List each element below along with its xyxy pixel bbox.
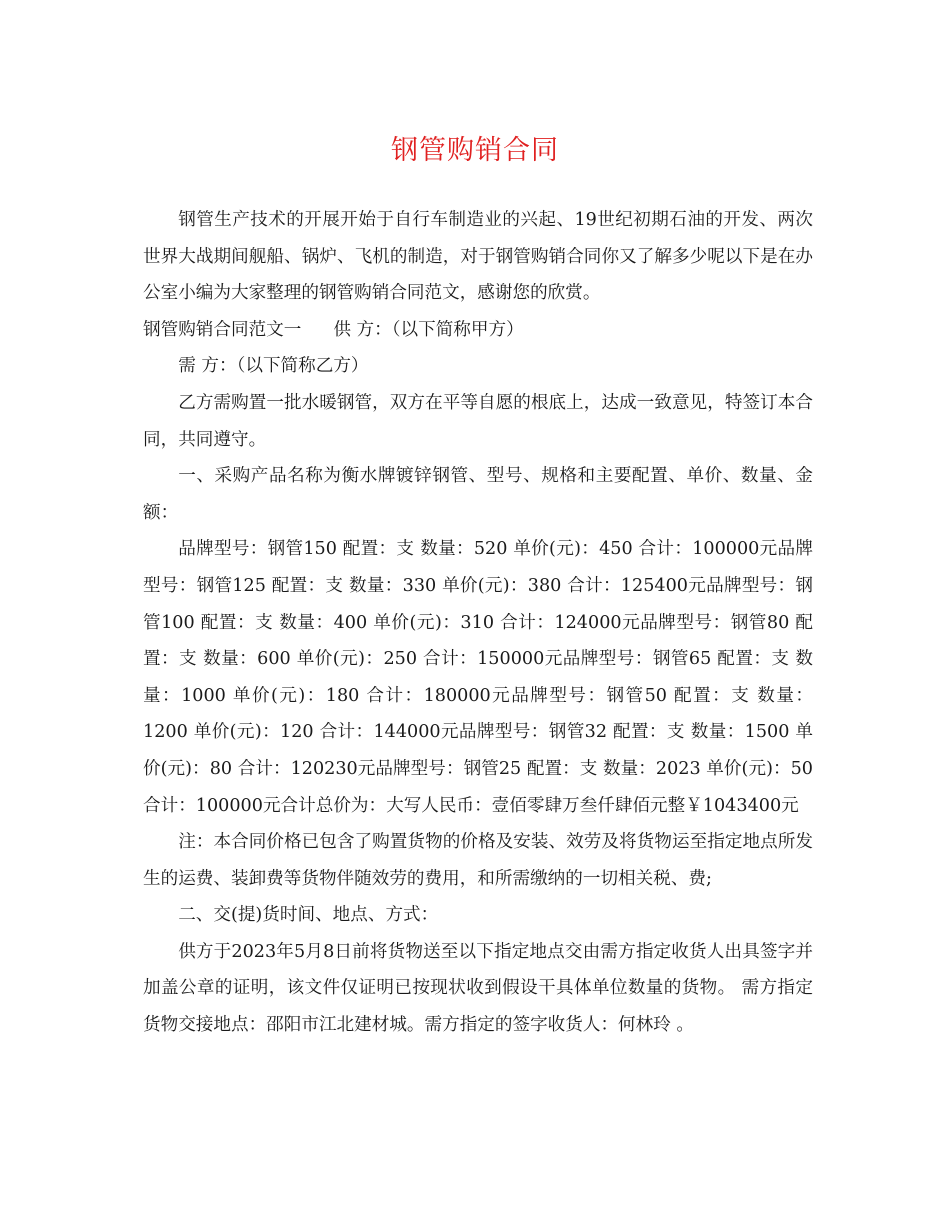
- intro-paragraph: 钢管生产技术的开展开始于自行车制造业的兴起、19世纪初期石油的开发、两次世界大战期间舰船、锅炉、飞机的制造，对于钢管购销合同你又了解多少呢以下是在办公室小编为大家整理的钢管购销合同范文，感谢您的欣赏。: [143, 210, 813, 304]
- clause-2-heading: 二、交(提)货时间、地点、方式：: [178, 905, 439, 926]
- buyer-line: 需 方：（以下简称乙方）: [178, 356, 369, 377]
- clause-1-heading: 一、采购产品名称为衡水牌镀锌钢管、型号、规格和主要配置、单价、数量、金额：: [143, 466, 813, 523]
- sample-heading-line: [143, 312, 813, 349]
- sample-heading: 钢管购销合同范文一: [143, 319, 302, 340]
- items-paragraph: 品牌型号：钢管150 配置：支 数量：520 单价(元)：450 合计：100000元品牌型号：钢管125 配置：支 数量：330 单价(元)：380 合计：125400元品牌型号：钢管100 配置：支 数量：400 单价(元)：310 合计：124000元品牌型号：钢管80 配置：支 数量：600 单价(元)：250 合计：150000元品牌型号：钢管65 配置：支 数量：1000 单价(元)：180 合计：180000元品牌型号：钢管50 配置：支 数量：1200 单价(元)：120 合计：144000元品牌型号：钢管32 配置：支 数量：1500 单价(元)：80 合计：120230元品牌型号：钢管25 配置：支 数量：2023 单价(元)：50 合计：100000元合计总价为：大写人民币：壹佰零肆万叁仟肆佰元整￥1043400元: [143, 539, 813, 816]
- document-title: 钢管购销合同: [391, 135, 559, 166]
- delivery-paragraph: 供方于2023年5月8日前将货物送至以下指定地点交由需方指定收货人出具签字并加盖公章的证明，该文件仅证明已按现状收到假设干具体单位数量的货物。 需方指定货物交接地点：邵阳市江北建材城。需方指定的签字收货人：何林玲 。: [143, 941, 813, 1036]
- preamble-paragraph: 乙方需购置一批水暖钢管，双方在平等自愿的根底上，达成一致意见，特签订本合同，共同遵守。: [143, 392, 813, 450]
- supplier-line: 供 方：（以下简称甲方）: [333, 319, 524, 340]
- note-paragraph: 注：本合同价格已包含了购置货物的价格及安装、效劳及将货物运至指定地点所发生的运费、装卸费等货物伴随效劳的费用，和所需缴纳的一切相关税、费;: [143, 832, 813, 889]
- document-body: [143, 202, 813, 1044]
